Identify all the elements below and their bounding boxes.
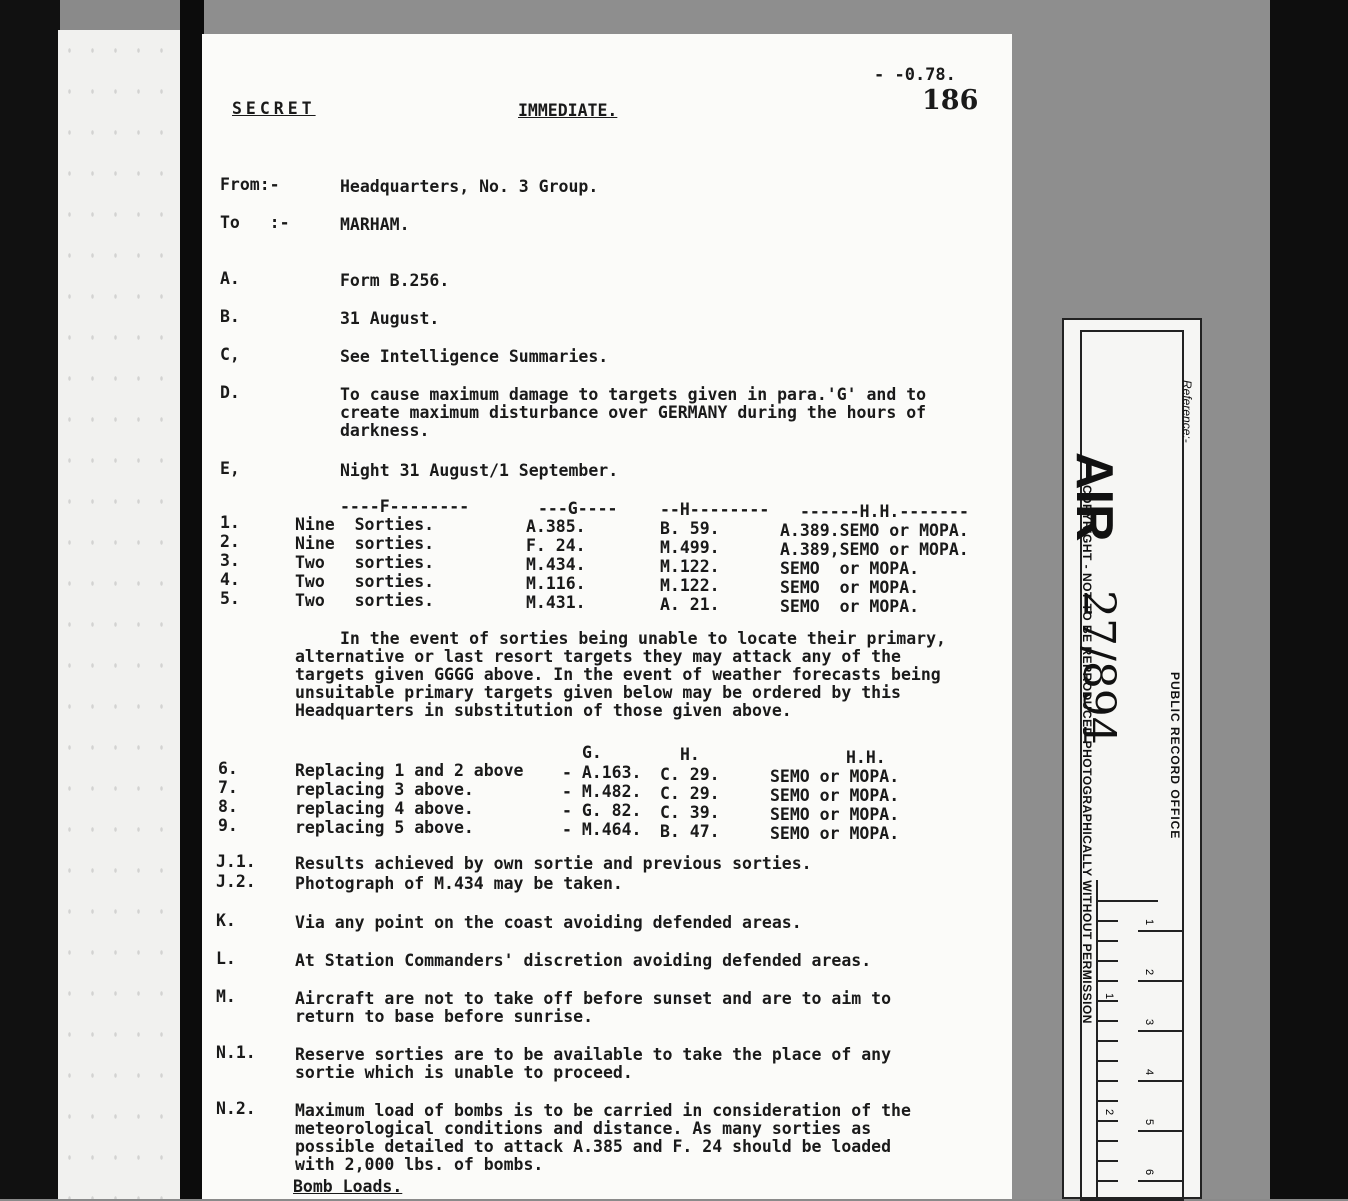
column-header-hh: ------H.H.-------	[800, 502, 969, 521]
immediate-heading: IMMEDIATE.	[518, 101, 618, 120]
ruler-label: 4	[1143, 1068, 1156, 1076]
from-label: From:-	[220, 175, 280, 194]
para-label: D.	[220, 383, 240, 402]
cell-g: F. 24.	[526, 536, 586, 555]
ruler-label: 2	[1143, 968, 1156, 976]
cell-hh: SEMO or MOPA.	[770, 786, 900, 805]
para-text: To cause maximum damage to targets given in para.'G' and to create maximum disturbance over GERMANY during the hours of darkness.	[340, 385, 927, 440]
cell-desc: Replacing 1 and 2 above	[295, 761, 524, 780]
cell-g: - M.482.	[562, 782, 642, 801]
ruler-label: 2	[1103, 1108, 1116, 1116]
card-copyright-notice: COPYRIGHT - NOT TO BE REPRODUCED PHOTOGRAPHICALLY WITHOUT PERMISSION	[1080, 485, 1094, 1024]
cell-h: B. 47.	[660, 822, 720, 841]
card-piece-number: 27/894	[1073, 590, 1124, 745]
para-text: At Station Commanders' discretion avoiding defended areas.	[295, 951, 872, 970]
cell-g: M.116.	[526, 574, 586, 593]
column-header-h: --H--------	[660, 500, 770, 519]
to-value: MARHAM.	[340, 215, 410, 234]
cell-h: M.499.	[660, 538, 720, 557]
para-text: 31 August.	[340, 309, 440, 328]
cell-hh: SEMO or MOPA.	[770, 805, 900, 824]
para-label: K.	[216, 911, 236, 930]
ruler-label: 1	[1143, 918, 1156, 926]
column-header-h: H.	[680, 745, 700, 764]
cell-f: Two sorties.	[295, 591, 435, 610]
row-number: 8.	[218, 797, 238, 816]
cell-desc: replacing 4 above.	[295, 799, 474, 818]
para-label: L.	[216, 949, 236, 968]
cell-h: A. 21.	[660, 595, 720, 614]
cell-hh: SEMO or MOPA.	[770, 767, 900, 786]
row-number: 1.	[220, 513, 240, 532]
ruler-label: 5	[1143, 1118, 1156, 1126]
archive-reference-card	[1062, 318, 1202, 1199]
to-label: To :-	[220, 213, 290, 232]
card-office-name: PUBLIC RECORD OFFICE	[1168, 672, 1182, 840]
cell-g: - M.464.	[562, 820, 642, 839]
scan-border-right	[1270, 0, 1348, 1199]
para-text: See Intelligence Summaries.	[340, 347, 609, 366]
para-label: N.1.	[216, 1043, 256, 1062]
bomb-loads-heading: Bomb Loads.	[293, 1177, 403, 1196]
row-number: 9.	[218, 816, 238, 835]
ruler-label: 1	[1103, 992, 1116, 1000]
cell-g: A.385.	[526, 517, 586, 536]
cell-f: Nine Sorties.	[295, 515, 435, 534]
card-reference-label: Reference:-	[1180, 380, 1194, 443]
row-number: 5.	[220, 589, 240, 608]
cell-hh: SEMO or MOPA.	[780, 559, 920, 578]
para-label: N.2.	[216, 1099, 256, 1118]
para-label: J.1.	[216, 852, 256, 871]
cell-desc: replacing 3 above.	[295, 780, 474, 799]
from-value: Headquarters, No. 3 Group.	[340, 177, 599, 196]
cell-h: C. 29.	[660, 784, 720, 803]
para-label: M.	[216, 987, 236, 1006]
para-label: J.2.	[216, 872, 256, 891]
cell-h: C. 29.	[660, 765, 720, 784]
cell-h: B. 59.	[660, 519, 720, 538]
card-series: AIR	[1065, 452, 1123, 542]
cell-hh: A.389.SEMO or MOPA.	[780, 521, 969, 540]
cell-hh: SEMO or MOPA.	[780, 597, 920, 616]
page-number: 186	[922, 85, 979, 116]
cell-desc: replacing 5 above.	[295, 818, 474, 837]
cell-h: M.122.	[660, 576, 720, 595]
para-text: Photograph of M.434 may be taken.	[295, 874, 623, 893]
para-label: A.	[220, 269, 240, 288]
column-header-g: ---G----	[538, 499, 618, 518]
column-header-hh: H.H.	[846, 748, 886, 767]
secret-heading: SECRET	[232, 99, 316, 118]
para-label: E,	[220, 459, 240, 478]
scale-ruler	[1096, 880, 1184, 1201]
cell-f: Nine sorties.	[295, 534, 435, 553]
cell-g: - G. 82.	[562, 801, 642, 820]
para-text: Reserve sorties are to be available to take the place of any sortie which is unable to proceed.	[295, 1045, 892, 1082]
reference-mark: - -0.78.	[874, 65, 956, 85]
para-text: Aircraft are not to take off before sunset and are to aim to return to base before sunrise.	[295, 989, 892, 1026]
cell-hh: SEMO or MOPA.	[780, 578, 920, 597]
ruler-label: 6	[1143, 1168, 1156, 1176]
para-label: C,	[220, 345, 240, 364]
para-text: Form B.256.	[340, 271, 450, 290]
para-text: Night 31 August/1 September.	[340, 461, 619, 480]
cell-g: - A.163.	[562, 763, 642, 782]
row-number: 4.	[220, 570, 240, 589]
row-number: 3.	[220, 551, 240, 570]
cell-hh: A.389,SEMO or MOPA.	[780, 540, 969, 559]
cell-g: M.434.	[526, 555, 586, 574]
column-header-g: G.	[582, 743, 602, 762]
para-label: B.	[220, 307, 240, 326]
cell-f: Two sorties.	[295, 572, 435, 591]
cell-f: Two sorties.	[295, 553, 435, 572]
para-text: Results achieved by own sortie and previous sorties.	[295, 854, 812, 873]
para-text: Maximum load of bombs is to be carried in consideration of the meteorological conditions and distance. As many sorties as possible detailed to attack A.385 and F. 24 should be loaded with 2,000 lbs. of bombs.	[295, 1101, 911, 1174]
ruler-label: 3	[1143, 1018, 1156, 1026]
row-number: 2.	[220, 532, 240, 551]
event-paragraph: In the event of sorties being unable to locate their primary, alternative or last resort targets they may attack any of the targets given GGGG above. In the event of weather forecasts being unsuitable primary targets given below may be ordered by this Headquarters in substitution of those given above.	[295, 629, 946, 720]
cell-hh: SEMO or MOPA.	[770, 824, 900, 843]
column-header-f: ----F--------	[340, 497, 470, 516]
cell-h: M.122.	[660, 557, 720, 576]
row-number: 7.	[218, 778, 238, 797]
cell-h: C. 39.	[660, 803, 720, 822]
para-text: Via any point on the coast avoiding defended areas.	[295, 913, 802, 932]
row-number: 6.	[218, 759, 238, 778]
cell-g: M.431.	[526, 593, 586, 612]
